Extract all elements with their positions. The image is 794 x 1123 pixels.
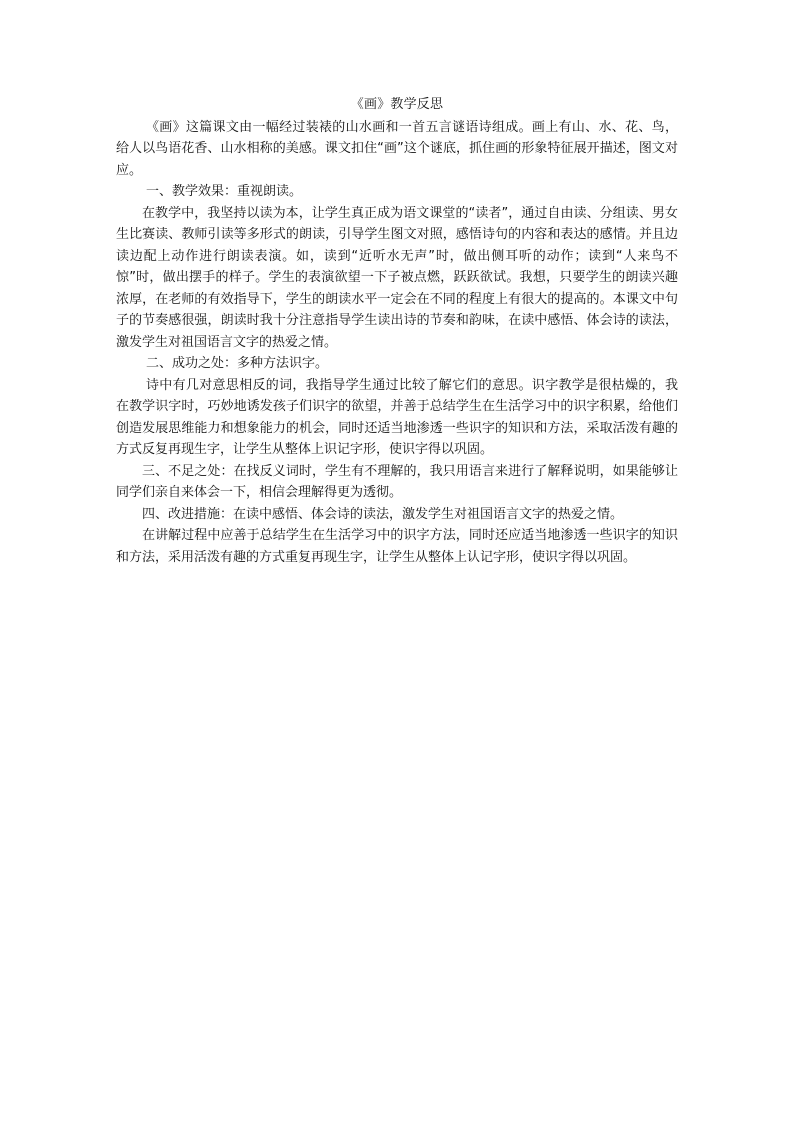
document-title: 《画》教学反思 <box>350 97 444 112</box>
paragraph-shortcoming: 三、不足之处：在找反义词时，学生有不理解的，我只用语言来进行了解释说明，如果能够让同学们亲自来体会一下，相信会理解得更为透彻。 <box>116 463 678 500</box>
document-page <box>116 94 678 568</box>
paragraph-intro: 《画》这篇课文由一幅经过装裱的山水画和一首五言谜语诗组成。画上有山、水、花、鸟，给人以鸟语花香、山水相称的美感。课文扣住“画”这个谜底，抓住画的形象特征展开描述，图文对应。 <box>116 119 678 178</box>
paragraph-effect: 在教学中，我坚持以读为本，让学生真正成为语文课堂的“读者”，通过自由读、分组读、男女生比赛读、教师引读等多形式的朗读，引导学生图文对照，感悟诗句的内容和表达的感情。并且边读边配上动作进行朗读表演。如，读到“近听水无声”时，做出侧耳听的动作；读到“人来鸟不惊”时，做出摆手的样子。学生的表演欲望一下子被点燃，跃跃欲试。我想，只要学生的朗读兴趣浓厚，在老师的有效指导下，学生的朗读水平一定会在不同的程度上有很大的提高的。本课文中句子的节奏感很强，朗读时我十分注意指导学生读出诗的节奏和韵味，在读中感悟、体会诗的读法，激发学生对祖国语言文字的热爱之情。 <box>116 205 678 350</box>
paragraph-success: 诗中有几对意思相反的词，我指导学生通过比较了解它们的意思。识字教学是很枯燥的，我在教学识字时，巧妙地诱发孩子们识字的欲望，并善于总结学生在生活学习中的识字积累，给他们创造发展思维能力和想象能力的机会，同时还适当地渗透一些识字的知识和方法，采取活泼有趣的方式反复再现生字，让学生从整体上识记字形，使识字得以巩固。 <box>116 377 678 457</box>
section-heading-effect: 一、教学效果：重视朗读。 <box>146 184 303 199</box>
paragraph-improvement-heading: 四、改进措施：在读中感悟、体会诗的读法，激发学生对祖国语言文字的热爱之情。 <box>142 506 624 522</box>
paragraph-improvement: 在讲解过程中应善于总结学生在生活学习中的识字方法，同时还应适当地渗透一些识字的知识和方法，采用活泼有趣的方式重复再现生字，让学生从整体上认记字形，使识字得以巩固。 <box>116 528 678 565</box>
section-heading-success: 二、成功之处：多种方法识字。 <box>146 356 329 371</box>
